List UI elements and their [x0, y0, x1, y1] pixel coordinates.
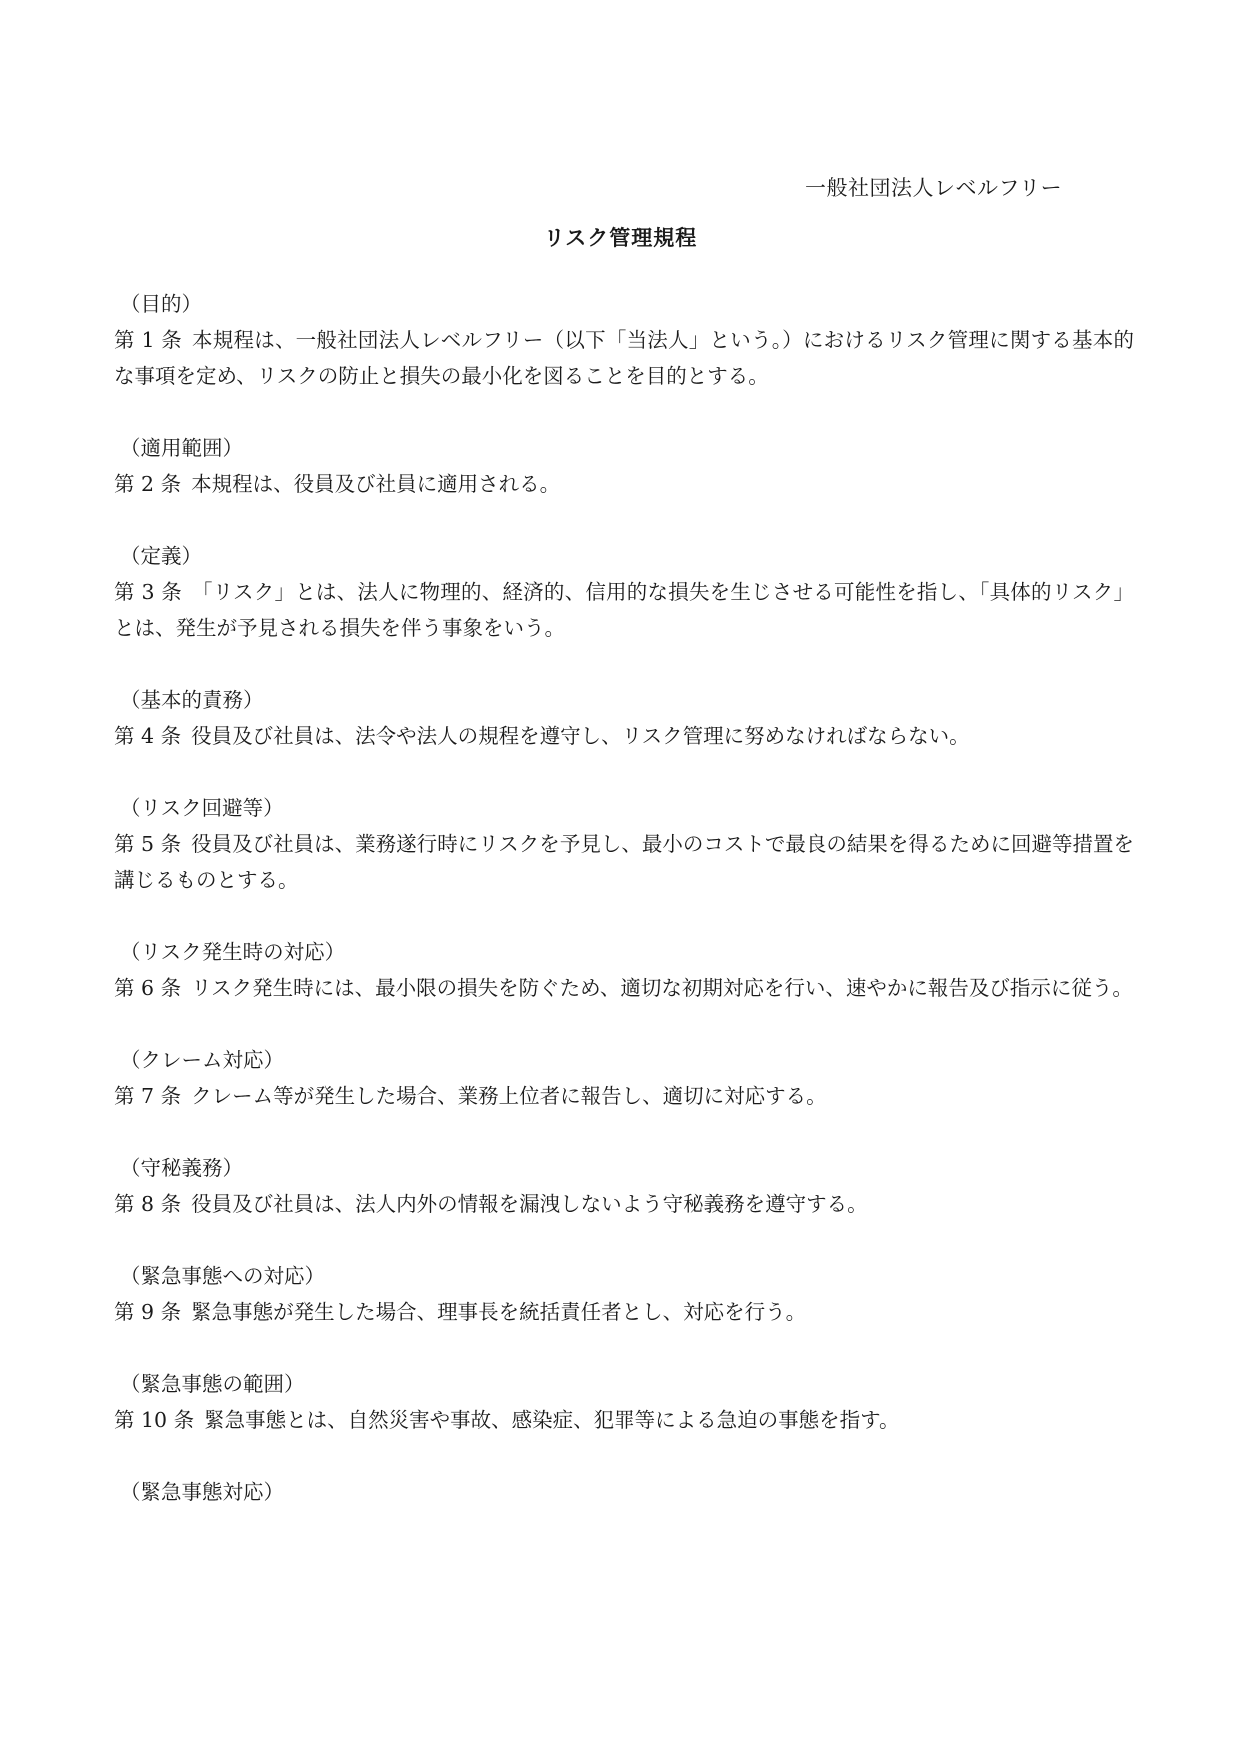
article-number: 第 9 条 — [114, 1300, 182, 1324]
article-heading: （守秘義務） — [120, 1156, 243, 1180]
article-11 — [114, 1474, 1134, 1510]
article-heading: （緊急事態の範囲） — [120, 1372, 305, 1396]
article-6 — [114, 934, 1134, 1006]
article-number: 第 1 条 — [114, 328, 183, 352]
article-3 — [114, 538, 1134, 646]
article-heading: （適用範囲） — [120, 436, 243, 460]
document-body — [114, 286, 1134, 1546]
article-heading: （緊急事態対応） — [120, 1480, 284, 1504]
article-text: 役員及び社員は、業務遂行時にリスクを予見し、最小のコストで最良の結果を得るために回避等措置を講じるものとする。 — [114, 832, 1134, 892]
article-text: 役員及び社員は、法令や法人の規程を遵守し、リスク管理に努めなければならない。 — [191, 724, 970, 748]
article-text: 本規程は、一般社団法人レベルフリー（以下「当法人」という。）におけるリスク管理に関する基本的な事項を定め、リスクの防止と損失の最小化を図ることを目的とする。 — [114, 328, 1134, 388]
article-text: リスク発生時には、最小限の損失を防ぐため、適切な初期対応を行い、速やかに報告及び指示に従う。 — [191, 976, 1133, 1000]
article-number: 第 7 条 — [114, 1084, 182, 1108]
article-heading: （リスク回避等） — [120, 796, 284, 820]
article-heading: （定義） — [120, 544, 202, 568]
organization-name: 一般社団法人レベルフリー — [805, 176, 1063, 200]
article-text-block — [114, 718, 1134, 754]
article-text: 緊急事態とは、自然災害や事故、感染症、犯罪等による急迫の事態を指す。 — [204, 1408, 900, 1432]
article-8 — [114, 1150, 1134, 1222]
article-4 — [114, 682, 1134, 754]
document-title: リスク管理規程 — [543, 225, 698, 250]
article-number: 第 3 条 — [114, 580, 182, 604]
article-text-block — [114, 1078, 1134, 1114]
article-text: 「リスク」とは、法人に物理的、経済的、信用的な損失を生じさせる可能性を指し、「具体的リスク」とは、発生が予見される損失を伴う事象をいう。 — [114, 580, 1134, 640]
article-heading: （基本的責務） — [120, 688, 264, 712]
article-text-block — [114, 322, 1134, 394]
article-heading: （クレーム対応） — [120, 1048, 284, 1072]
article-text: 役員及び社員は、法人内外の情報を漏洩しないよう守秘義務を遵守する。 — [191, 1192, 868, 1216]
article-number: 第 10 条 — [114, 1408, 195, 1432]
article-10 — [114, 1366, 1134, 1438]
article-text: クレーム等が発生した場合、業務上位者に報告し、適切に対応する。 — [191, 1084, 827, 1108]
article-text: 本規程は、役員及び社員に適用される。 — [191, 472, 561, 496]
article-text: 緊急事態が発生した場合、理事長を統括責任者とし、対応を行う。 — [191, 1300, 807, 1324]
article-text-block — [114, 1402, 1134, 1438]
article-text-block — [114, 574, 1134, 646]
article-number: 第 6 条 — [114, 976, 182, 1000]
article-number: 第 4 条 — [114, 724, 182, 748]
article-2 — [114, 430, 1134, 502]
article-text-block — [114, 1186, 1134, 1222]
article-7 — [114, 1042, 1134, 1114]
article-text-block — [114, 970, 1134, 1006]
article-number: 第 2 条 — [114, 472, 182, 496]
article-number: 第 5 条 — [114, 832, 182, 856]
article-9 — [114, 1258, 1134, 1330]
article-text-block — [114, 826, 1134, 898]
article-text-block — [114, 1294, 1134, 1330]
article-1 — [114, 286, 1134, 394]
article-text-block — [114, 466, 1134, 502]
article-5 — [114, 790, 1134, 898]
article-heading: （リスク発生時の対応） — [120, 940, 346, 964]
article-heading: （目的） — [120, 292, 202, 316]
article-heading: （緊急事態への対応） — [120, 1264, 325, 1288]
article-number: 第 8 条 — [114, 1192, 182, 1216]
